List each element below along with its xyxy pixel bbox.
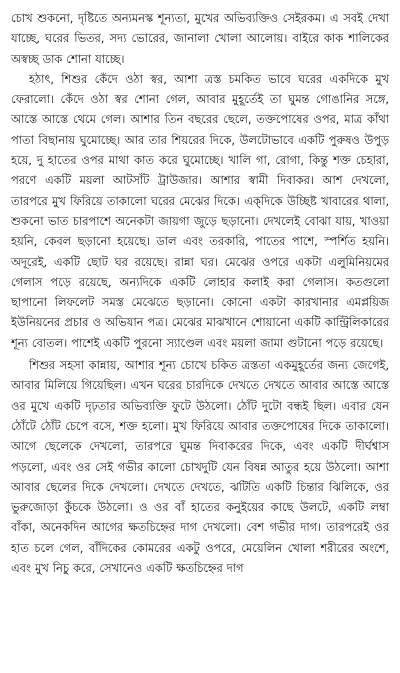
paragraph-2: হঠাৎ, শিশুর কেঁদে ওঠা স্বর, আশা ত্রস্ত চমকিত ভাবে ঘরের একদিকে মুখ ফেরালো। কেঁদে ওঠা স্বর শোনা গেল, আবার মুহূর্তেই তা ঘুমন্ত গোঙানির সঙ্গে, আস্তে আস্তে থেমে গেল। আশার তিন বছরের ছেলে, তক্তপোষের ওপর, মাত্র কাঁথা পাতা বিছানায় ঘুমোচ্ছে। আর তার শিয়রের দিকে, উলটোভাবে একটি পুরুষও উপুড় হয়ে, দু হাতের ওপর মাথা কাত করে ঘুমোচ্ছে। খালি গা, রোগা, কিন্তু শক্ত চেহারা, পরণে একটি ময়লা আটসাঁট ট্রাউজার। আশার স্বামী দিবাকর। আশ দেখলো, তারপরে মুখ ফিরিয়ে তাকালো ঘরের মেঝের দিকে। এক্‌দিকে উচ্ছিষ্ট খাবারের থালা, শুকনো ভাত চারপাশে অনেকটা জায়গা জুড়ে ছড়ানো। দেখলেই বোঝা যায়, খাওয়া হয়নি, কেবল ছড়ানো হয়েছে। ডাল এবং তরকারি, পাতের পাশে, স্পর্শিত হয়নি। অদূরেই, একটি ছোট ঘর রয়েছে। রান্না ঘর। মেঝের ওপরে একটা এলুমিনিয়মের গেলাস পড়ে রয়েছে, অন্যদিকে একটি লোহার কলাই করা গেলাস। কতগুলো ছাপানো লিফলেট সমস্ত মেঝেতে ছড়ানো। কোনো একটা কারখানার এমপ্লয়িজ ইউনিয়নের প্রচার ও অভিযান পত্র। মেঝের মাঝখানে শোয়ানো একটি কান্ট্রিলিকারের শূন্য বোতল। পাশেই একটি পুরনো স্যাণ্ডেল এবং ময়লা জামা গুটানো পড়ে রয়েছে। [11,71,389,350]
paragraph-1: চোখ শুকনো, দৃষ্টিতে অন্যমনস্ক শূন্যতা, মুখের অভিব্যক্তিও সেইরকম। এ সবই দেখা যাচ্ছে, ঘরের ভিতর, সদ্য ভোরের, জানালা খোলা আলোয়। বাইরে কাক শালিকের অস্বচ্ছ ডাক শোনা যাচ্ছে। [11,11,389,66]
paragraph-3: শিশুর সহসা কান্নায়, আশার শূন্য চোখে চকিত ত্রস্ততা একমুহূর্তের জন্য জেগেই, আবার মিলিয়ে গিয়েছিল। এখন ঘরের চারদিকে দেখতে দেখতে আবার আস্তে আস্তে ওর মুখে একটি দৃঢ়তার অভিব্যক্তি ফুটে উঠলো। ঠোঁট দুটো বন্ধই ছিল। এবার যেন ঠোঁটে ঠোঁট চেপে বসে, শক্ত হলো। মুখ ফিরিয়ে আবার তক্তপোষের দিকে তাকালো। আগে ছেলেকে দেখলো, তারপরে ঘুমন্ত দিবাকরের দিকে, এবং একটি দীর্ঘশ্বাস পড়লো, এবং ওর সেই গভীর কালো চোখদুটি যেন বিষন্ন আতুর হয়ে উঠলো। আশা আবার ছেলের দিকে দেখলো। দেখতে দেখতে, ঝটিতি একটি চিন্তার ঝিলিকে, ওর ভুরুজোড়া কুঁচকে উঠলো। ও ওর বাঁ হাতের কনুইয়ের কাছে উলটে, একটি লম্বা বাঁকা, অনেকদিন আগের ক্ষতচিহ্নের দাগ দেখলো। বেশ গভীর দাগ। তারপরেই ওর হাত চলে গেল, বাঁদিকের কোমরের একটু ওপরে, মেয়েলিন খোলা শরীরের অংশে, এবং মুখ নিচু করে, সেখানেও একটি ক্ষতচিহ্নের দাগ [11,358,389,576]
